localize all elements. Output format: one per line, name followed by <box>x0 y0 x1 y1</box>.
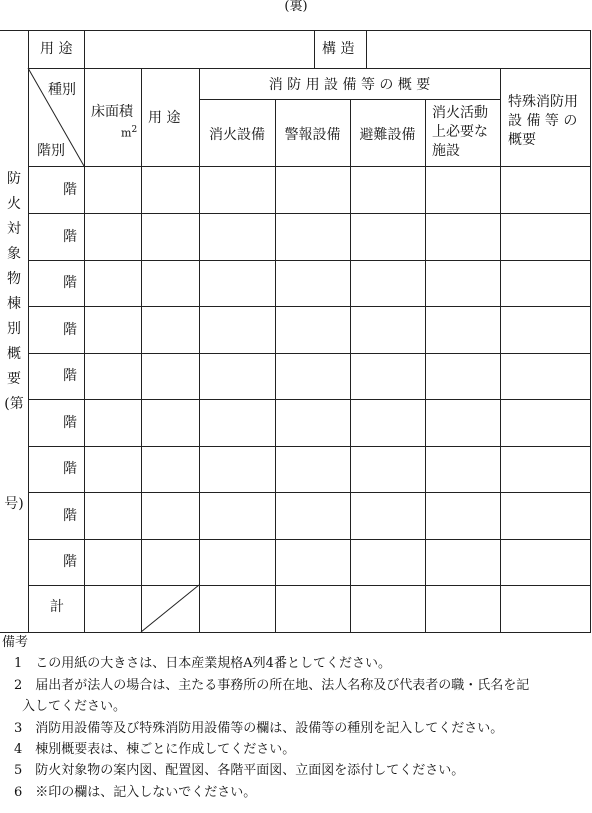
remark-text: 棟別概要表は、棟ごとに作成してください。 <box>35 742 296 758</box>
firefighting-facility-line: 施設 <box>432 143 460 159</box>
fire-extinguishing-label: 消火設備 <box>209 127 265 143</box>
use-label: 用 途 <box>40 41 73 57</box>
equipment-group-label: 消 防 用 設 備 等 の 概 要 <box>268 77 431 93</box>
vertical-title-char: 対 <box>7 221 21 237</box>
vertical-title-char: (第 <box>4 396 24 412</box>
vertical-title-char: 号) <box>4 496 24 512</box>
remark-item <box>0 653 592 674</box>
alarm-label: 警報設備 <box>284 127 341 143</box>
special-equipment-label <box>508 93 578 150</box>
total-label: 計 <box>50 599 64 615</box>
firefighting-facility-line: 上必要な <box>432 124 488 140</box>
floor-area-unit-text: m <box>121 126 132 140</box>
remark-text: 防火対象物の案内図、配置図、各階平面図、立面図を添付してください。 <box>35 763 465 779</box>
remark-item <box>0 782 592 803</box>
floor-row-label: 階 <box>63 229 77 245</box>
special-equipment-line: 特殊消防用 <box>508 94 578 110</box>
floor-row-label: 階 <box>63 322 77 338</box>
remark-text: この用紙の大きさは、日本産業規格A列4番としてください。 <box>35 656 391 672</box>
remark-number: 6 <box>14 784 23 800</box>
structure-label: 構 造 <box>322 41 355 57</box>
vertical-title-char: 概 <box>7 346 21 362</box>
remark-item <box>0 760 592 781</box>
remark-text: 消防用設備等及び特殊消防用設備等の欄は、設備等の種別を記入してください。 <box>35 720 504 736</box>
vertical-title-char: 火 <box>7 196 21 212</box>
floor-area-label: 床面積 <box>91 104 133 120</box>
floor-row-label: 階 <box>63 275 77 291</box>
kind-label: 種別 <box>48 82 76 98</box>
floor-row-label: 階 <box>63 415 77 431</box>
evacuation-label: 避難設備 <box>359 127 416 143</box>
floor-row-label: 階 <box>63 554 77 570</box>
vertical-title-char: 要 <box>7 371 21 387</box>
vertical-title-char: 別 <box>7 321 21 337</box>
page-side-label: (裏) <box>284 0 308 14</box>
firefighting-facility-label <box>432 104 488 161</box>
vertical-title-char: 象 <box>7 246 21 262</box>
remark-number: 2 <box>14 677 23 693</box>
remark-continuation: 入してください。 <box>22 699 127 715</box>
floor-row-label: 階 <box>63 508 77 524</box>
floor-row-label: 階 <box>63 368 77 384</box>
floor-row-label: 階 <box>63 461 77 477</box>
special-equipment-line: 概要 <box>508 132 536 148</box>
remark-item <box>0 718 592 739</box>
remark-number: 4 <box>14 742 23 758</box>
floor-area-unit <box>121 121 137 143</box>
building-summary-form <box>0 30 591 633</box>
vertical-title-char: 棟 <box>7 296 21 312</box>
remark-item <box>0 675 592 696</box>
remarks-section <box>0 632 592 803</box>
remark-text: ※印の欄は、記入しないでください。 <box>35 784 257 800</box>
firefighting-facility-line: 消火活動 <box>432 105 488 121</box>
diagonal-lines <box>0 31 590 632</box>
remarks-heading: 備考 <box>2 635 29 650</box>
remark-number: 1 <box>14 656 23 672</box>
remark-number: 5 <box>14 763 23 779</box>
floor-area-unit-sup: 2 <box>131 125 138 135</box>
floor-label: 階別 <box>37 143 65 159</box>
remark-text: 届出者が法人の場合は、主たる事務所の所在地、法人名称及び代表者の職・氏名を記 <box>35 677 530 693</box>
special-equipment-line: 設 備 等 の <box>508 113 578 129</box>
remark-number: 3 <box>14 720 23 736</box>
header-use-label: 用 途 <box>148 110 181 126</box>
floor-row-label: 階 <box>63 182 77 198</box>
remark-item <box>0 739 592 760</box>
vertical-title-char: 防 <box>7 171 21 187</box>
vertical-title-char: 物 <box>7 271 21 287</box>
